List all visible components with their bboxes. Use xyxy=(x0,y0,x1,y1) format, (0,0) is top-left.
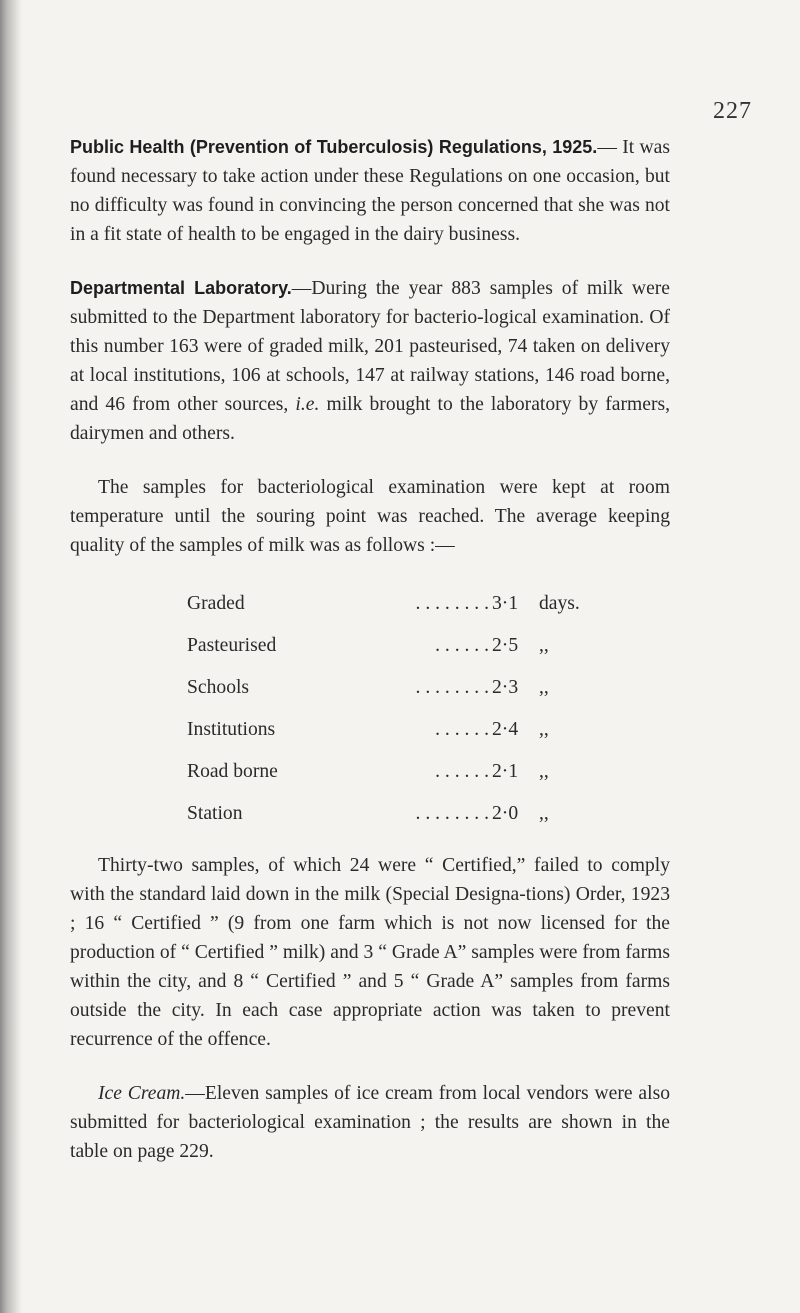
keeping-quality-table xyxy=(187,583,670,835)
keeping-category: Schools xyxy=(187,677,250,698)
keeping-unit: ,, xyxy=(539,803,549,824)
keeping-value: 2·1 xyxy=(492,761,519,782)
paragraph-keeping-quality: The samples for bacteriological examination were kept at room temperature until the souring point was reached. The average keeping quality of the samples of milk was as follows :— xyxy=(70,477,670,556)
keeping-unit: ,, xyxy=(539,677,549,698)
page-binding-edge xyxy=(0,0,22,1313)
keeping-leader: . . . . . . xyxy=(435,719,489,740)
text-laboratory-1: —During the year 883 samples of milk were submitted to the Department laboratory for bacterio-logical examination. Of this number 163 were of graded milk, 201 pasteurised, 74 taken on delivery at local institutions, 106 at schools, 147 at railway stations, 146 road borne, and 46 from other sources, xyxy=(70,278,670,415)
keeping-leader: . . . . . . xyxy=(435,635,489,656)
keeping-row xyxy=(187,667,670,709)
keeping-value: 3·1 xyxy=(492,593,519,614)
keeping-unit: days. xyxy=(539,593,580,614)
keeping-row xyxy=(187,583,670,625)
keeping-leader: . . . . . . . . xyxy=(415,803,489,824)
keeping-category: Station xyxy=(187,803,243,824)
heading-laboratory: Departmental Laboratory. xyxy=(70,278,292,298)
keeping-row xyxy=(187,625,670,667)
page-number: 227 xyxy=(713,98,752,124)
keeping-leader: . . . . . . xyxy=(435,761,489,782)
paragraph-tb-regulations xyxy=(70,133,670,249)
keeping-category: Graded xyxy=(187,593,245,614)
keeping-unit: ,, xyxy=(539,635,549,656)
text-laboratory-ie: i.e. xyxy=(295,394,320,415)
keeping-leader: . . . . . . . . xyxy=(415,677,489,698)
keeping-row xyxy=(187,751,670,793)
keeping-value: 2·5 xyxy=(492,635,519,656)
text-ice-cream: —Eleven samples of ice cream from local vendors were also submitted for bacteriological examination ; the results are shown in the table on page 229. xyxy=(70,1083,670,1162)
keeping-row xyxy=(187,793,670,835)
paragraph-laboratory xyxy=(70,274,670,448)
keeping-category: Pasteurised xyxy=(187,635,277,656)
paragraph-certified: Thirty-two samples, of which 24 were “ Certified,” failed to comply with the standard laid down in the milk (Special Designa-tions) Order, 1923 ; 16 “ Certified ” (9 from one farm which is not now licensed for the production of “ Certified ” milk) and 3 “ Grade A” samples were from farms within the city, and 8 “ Certified ” and 5 “ Grade A” samples from farms outside the city. In each case appropriate action was taken to prevent recurrence of the offence. xyxy=(70,855,670,1050)
text-laboratory-2: milk brought to the laboratory by farmers, dairymen and others. xyxy=(70,394,670,444)
keeping-category: Road borne xyxy=(187,761,278,782)
keeping-unit: ,, xyxy=(539,719,549,740)
page-body xyxy=(70,133,670,1191)
keeping-leader: . . . . . . . . xyxy=(415,593,489,614)
heading-ice-cream: Ice Cream. xyxy=(98,1083,186,1104)
keeping-category: Institutions xyxy=(187,719,276,740)
keeping-unit: ,, xyxy=(539,761,549,782)
keeping-value: 2·4 xyxy=(492,719,519,740)
keeping-value: 2·3 xyxy=(492,677,519,698)
paragraph-ice-cream xyxy=(70,1079,670,1166)
keeping-value: 2·0 xyxy=(492,803,519,824)
keeping-row xyxy=(187,709,670,751)
text-tb-regulations: — It was found necessary to take action under these Regulations on one occasion, but no difficulty was found in convincing the person concerned that she was not in a fit state of health to be engaged in the dairy business. xyxy=(70,137,670,245)
heading-tb-regulations: Public Health (Prevention of Tuberculosis) Regulations, 1925. xyxy=(70,137,598,157)
